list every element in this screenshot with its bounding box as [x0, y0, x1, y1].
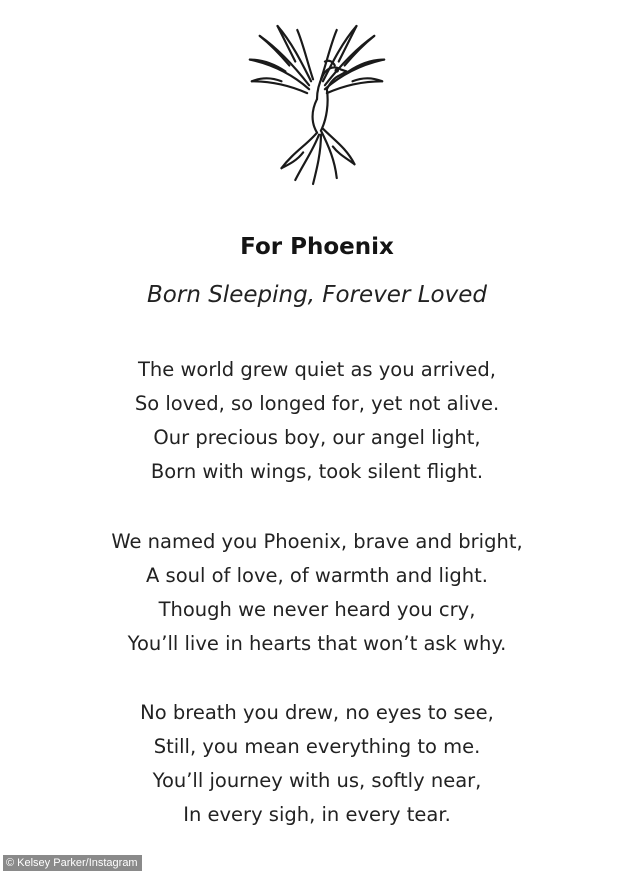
poem-line: So loved, so longed for, yet not alive.: [134, 392, 500, 415]
phoenix-icon: [238, 18, 396, 190]
poem-stanza: [0, 696, 634, 832]
page-subtitle: Born Sleeping, Forever Loved: [147, 282, 487, 308]
poem-line: You’ll journey with us, softly near,: [152, 769, 482, 792]
page-title: For Phoenix: [240, 234, 394, 260]
poem-line: You’ll live in hearts that won’t ask why.: [127, 632, 507, 655]
poem-line: Still, you mean everything to me.: [153, 735, 481, 758]
poem-line: The world grew quiet as you arrived,: [138, 358, 496, 381]
poem-line: We named you Phoenix, brave and bright,: [111, 530, 523, 553]
poem-line: Born with wings, took silent flight.: [150, 460, 484, 483]
photo-credit: © Kelsey Parker/Instagram: [3, 855, 142, 871]
poem-stanza: [0, 525, 634, 661]
poem-stanza: [0, 353, 634, 489]
poem-line: Our precious boy, our angel light,: [153, 426, 481, 449]
poem-line: In every sigh, in every tear.: [183, 803, 451, 826]
poem-line: Though we never heard you cry,: [158, 598, 476, 621]
poem-line: No breath you drew, no eyes to see,: [140, 701, 494, 724]
poem-line: A soul of love, of warmth and light.: [146, 564, 488, 587]
